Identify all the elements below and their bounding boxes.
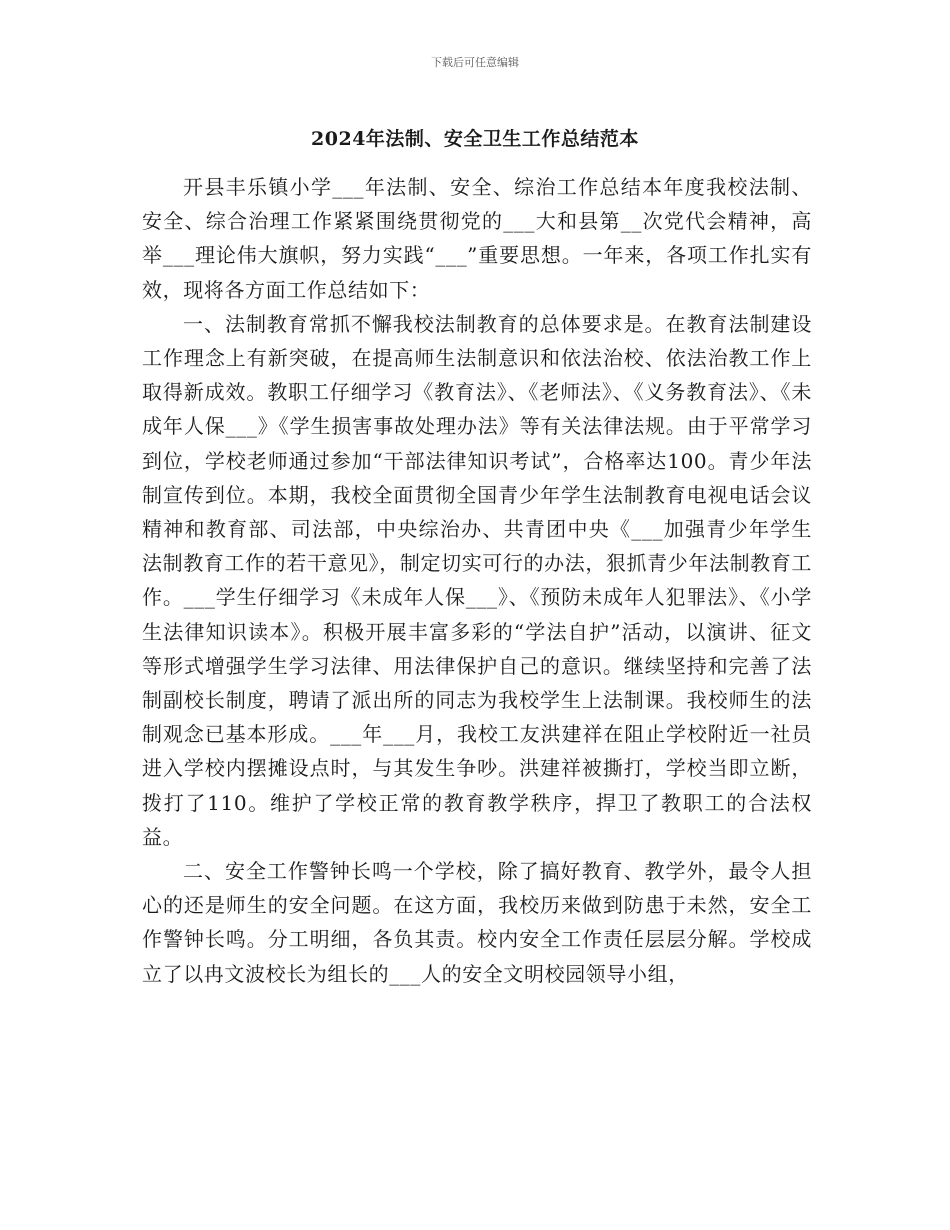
header-note: 下载后可任意编辑 [431, 56, 519, 69]
paragraph-safety-work: 二、安全工作警钟长鸣一个学校，除了搞好教育、教学外，最令人担心的还是师生的安全问题。在这方面，我校历来做到防患于未然，安全工作警钟长鸣。分工明细，各负其责。校内安全工作责任层层分解。学校成立了以冉文波校长为组长的___人的安全文明校园领导小组， [142, 859, 812, 986]
document-title: 2024年法制、安全卫生工作总结范本 [311, 128, 639, 150]
paragraph-legal-education: 一、法制教育常抓不懈我校法制教育的总体要求是。在教育法制建设工作理念上有新突破，在提高师生法制意识和依法治校、依法治教工作上取得新成效。教职工仔细学习《教育法》、《老师法》、《义务教育法》、《未成年人保___》《学生损害事故处理办法》等有关法律法规。由于平常学习到位，学校老师通过参加“干部法律知识考试”，合格率达100。青少年法制宣传到位。本期，我校全面贯彻全国青少年学生法制教育电视电话会议精神和教育部、司法部，中央综治办、共青团中央《___加强青少年学生法制教育工作的若干意见》，制定切实可行的办法，狠抓青少年法制教育工作。___学生仔细学习《未成年人保___》、《预防未成年人犯罪法》、《小学生法律知识读本》。积极开展丰富多彩的“学法自护”活动，以演讲、征文等形式增强学生学习法律、用法律保护自己的意识。继续坚持和完善了法制副校长制度，聘请了派出所的同志为我校学生上法制课。我校师生的法制观念已基本形成。___年___月，我校工友洪建祥在阻止学校附近一社员进入学校内摆摊设点时，与其发生争吵。洪建祥被撕打，学校当即立断，拨打了110。维护了学校正常的教育教学秩序，捍卫了教职工的合法权益。 [142, 311, 812, 849]
document-body [142, 170, 812, 991]
paragraph-intro: 开县丰乐镇小学___年法制、安全、综治工作总结本年度我校法制、安全、综合治理工作紧紧围绕贯彻党的___大和县第__次党代会精神，高举___理论伟大旗帜，努力实践“___”重要思想。一年来，各项工作扎实有效，现将各方面工作总结如下： [142, 175, 812, 302]
